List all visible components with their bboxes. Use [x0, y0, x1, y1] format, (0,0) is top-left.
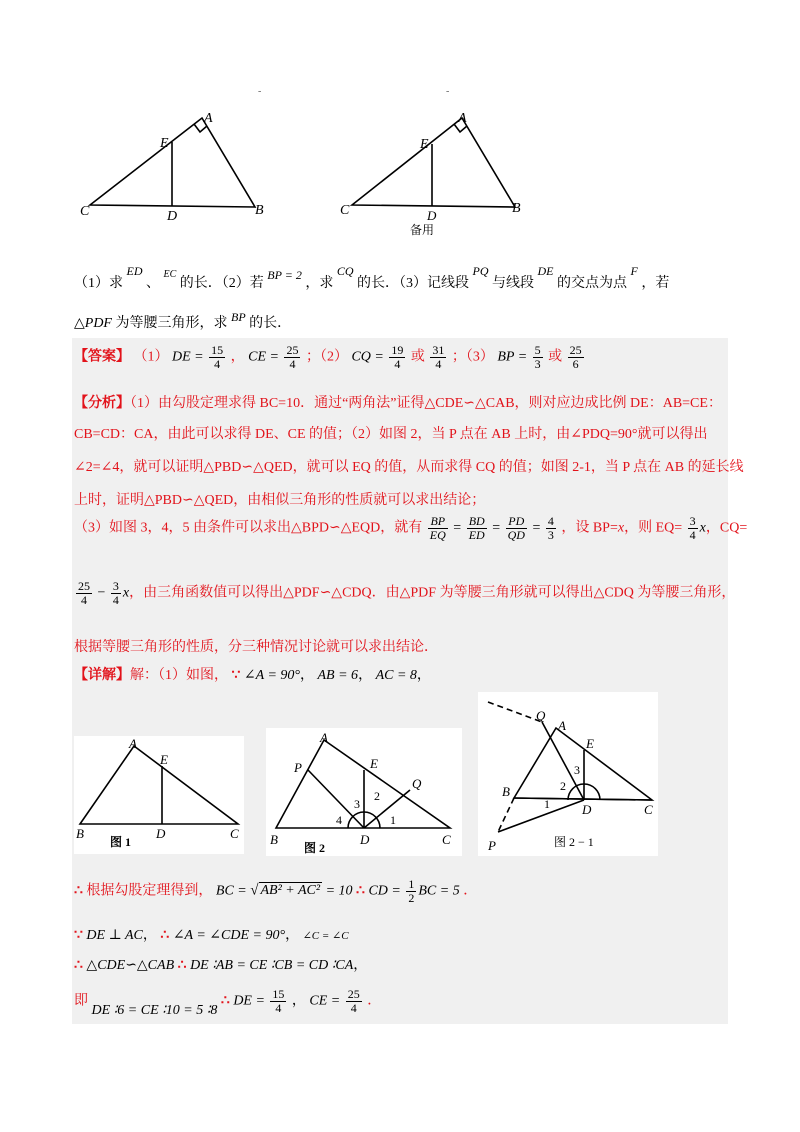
sol1-bc-val: = 10 [325, 883, 353, 899]
answer-bp1-frac: $\frac{5}{3}$ [534, 343, 541, 371]
fig3-A: A [558, 718, 566, 733]
analysis-5b: ，设 BP= [561, 520, 618, 536]
fig3-C: C [644, 802, 653, 817]
analysis-line-3: ∠2=∠4，就可以证明△PBD∽△QED，就可以 EQ 的值，从而求得 CQ 的值；如图 2-1，当 P 点在 AB 的延长线 [74, 460, 744, 475]
fig3-D: D [582, 802, 592, 817]
fig3-n3: 3 [574, 763, 580, 777]
fig2-E: E [370, 756, 378, 771]
answer-sep2: ；（2） [305, 349, 348, 365]
analysis-eq2: = [492, 520, 501, 536]
sol4-de-frac: $\frac{15}{4}$ [272, 987, 285, 1015]
question-line-1 [74, 264, 669, 292]
q-sep: 、 [146, 276, 160, 291]
figure-2 [266, 728, 462, 856]
sol1-end: ． [463, 883, 478, 899]
analysis-frac-4-3: $\frac{4}{3}$ [547, 514, 554, 542]
answer-p1: （1） [133, 349, 169, 365]
sol2-angle-c: ∠C = ∠C [302, 930, 349, 942]
answer-cq: CQ = [351, 349, 384, 365]
q-ed: ED [126, 264, 143, 278]
fig-top1-E: E [160, 136, 169, 151]
sol1-therefore: ∴ [74, 883, 83, 899]
analysis-5c: ，则 EQ= [624, 520, 683, 536]
sol3-comma: ， [353, 958, 368, 973]
q-text-7: ，若 [641, 276, 670, 291]
analysis-eq3: = [532, 520, 541, 536]
sol4-ji: 即 [74, 993, 88, 1009]
analysis-frac-3-4b: $\frac{3}{4}$ [112, 579, 119, 607]
fig-top2-A: A [458, 111, 467, 126]
sol1-text: 根据勾股定理得到， [86, 883, 213, 899]
fig-top2-E: E [420, 137, 429, 152]
analysis-frac-3-4: $\frac{3}{4}$ [689, 514, 696, 542]
fig3-Q: Q [536, 708, 546, 723]
fig3-n1: 1 [544, 797, 550, 811]
analysis-6a: ，由三角函数值可以得出△PDF∽△CDQ．由△PDF 为等腰三角形就可以得出△CDQ 为等腰三角形， [129, 585, 736, 601]
answer-bp2-frac: $\frac{25}{6}$ [569, 343, 582, 371]
fig2-C: C [442, 832, 451, 847]
fig2-P: P [294, 760, 302, 775]
sol2-because: ∵ [74, 928, 83, 943]
top-figure-1 [70, 100, 280, 225]
top-figure-2 [330, 100, 540, 240]
q-ec: EC [163, 269, 177, 280]
q-bp-eq: BP = 2 [267, 268, 302, 282]
answer-or1: 或 [410, 349, 425, 365]
detail-c1: ， [300, 668, 314, 683]
fig3-E: E [586, 736, 594, 751]
question-line-2 [74, 310, 291, 332]
fig1-B: B [76, 826, 84, 841]
fig1-C: C [230, 826, 239, 841]
q-text-8: 为等腰三角形，求 [115, 316, 228, 331]
detail-line-1 [74, 664, 431, 684]
sol4-end: ． [367, 993, 382, 1009]
sol2-de-perp-ac: DE ⊥ AC [86, 928, 143, 943]
sol1-sqrt: AB² + AC² [260, 883, 321, 899]
analysis-6x: x [122, 585, 130, 601]
analysis-frac-bd-ed: $\frac{BD}{ED}$ [468, 514, 485, 542]
sol4-ce-frac: $\frac{25}{4}$ [347, 987, 360, 1015]
sol2-comma: ， [142, 928, 157, 943]
q-text-3: ，求 [305, 276, 334, 291]
fig2-A: A [320, 730, 328, 745]
q-de: DE [537, 264, 554, 278]
fig3-n2: 2 [560, 779, 566, 793]
sqrt-icon: √ [250, 882, 259, 899]
answer-sep1: ， [230, 349, 245, 365]
sol1-bc: BC = [215, 883, 247, 899]
solution-line-3 [74, 954, 367, 974]
fig3-P: P [488, 838, 496, 853]
sol1-cd-rest: BC = 5 [418, 883, 460, 899]
fig2-caption: 图 2 [304, 841, 326, 855]
sol4-de: DE = [233, 993, 265, 1009]
fig-top1-C: C [80, 204, 90, 219]
q-text-2: 的长．（2）若 [179, 276, 264, 291]
sol3-therefore2: ∴ [177, 958, 187, 973]
figure-1 [74, 736, 244, 854]
page-mark-left: - [258, 86, 262, 97]
sol3-therefore: ∴ [74, 958, 83, 973]
fig2-D: D [360, 832, 370, 847]
fig1-E: E [160, 752, 168, 767]
fig2-B: B [270, 832, 278, 847]
fig-top2-caption: 备用 [410, 223, 435, 237]
detail-because: ∵ [231, 668, 241, 683]
detail-1a: 解：（1）如图， [130, 668, 228, 683]
answer-ce: CE = [248, 349, 279, 365]
detail-c3: ， [416, 668, 431, 683]
fig2-n2: 2 [374, 789, 380, 803]
analysis-text-1: （1）由勾股定理求得 BC=10．通过“两角法”证得△CDE∽△CAB，则对应边成比例 DE：AB=CE： [130, 396, 722, 411]
sol3-similar: △CDE∽△CAB [86, 958, 175, 973]
sol1-cd: CD = [368, 883, 401, 899]
fig1-D: D [156, 826, 166, 841]
analysis-eq1: = [453, 520, 462, 536]
fig2-Q: Q [412, 776, 422, 791]
answer-de-frac: $\frac{15}{4}$ [211, 343, 224, 371]
fig-top2-D: D [427, 208, 437, 223]
sol3-ratio: DE ∶AB = CE ∶CB = CD ∶CA [190, 958, 354, 973]
analysis-line-5 [74, 515, 747, 541]
fig1-caption: 图 1 [110, 835, 132, 849]
answer-de: DE = [172, 349, 204, 365]
analysis-line-2: CB=CD：CA，由此可以求得 DE、CE 的值；（2）如图 2，当 P 点在 AB 上时，由∠PDQ=90°就可以得出 [74, 427, 708, 442]
sol4-ce: CE = [309, 993, 341, 1009]
analysis-5d: ，CQ= [705, 520, 748, 536]
analysis-frac-25-4: $\frac{25}{4}$ [78, 579, 90, 607]
answer-analysis-panel [72, 338, 728, 686]
analysis-5x: x [617, 520, 625, 536]
fig-top1-B: B [255, 203, 264, 218]
sol2-angles: ∠A = ∠CDE = 90° [172, 928, 286, 943]
page-mark-right: - [446, 86, 450, 97]
sol4-therefore: ∴ [220, 993, 230, 1009]
sol4-ratio: DE ∶6 = CE ∶10 = 5 ∶8 [91, 1003, 218, 1019]
detail-ab: AB = 6 [317, 668, 359, 683]
analysis-line-4: 上时，证明△PBD∽△QED，由相似三角形的性质就可以求出结论； [74, 493, 486, 508]
sol2-comma2: ， [285, 928, 300, 943]
detail-ac: AC = 8 [375, 668, 417, 683]
fig1-A: A [129, 736, 137, 751]
answer-sep3: ；（3） [451, 349, 494, 365]
analysis-line-1 [74, 392, 722, 412]
fig3-B: B [502, 784, 510, 799]
fig2-n1: 1 [390, 813, 396, 827]
answer-label: 【答案】 [74, 349, 130, 365]
fig-top1-A: A [204, 111, 213, 126]
q-bp: BP [230, 310, 246, 324]
fig3-caption: 图 2 − 1 [554, 835, 594, 849]
q-text-4: 的长．（3）记线段 [357, 276, 469, 291]
analysis-5a: （3）如图 3，4，5 由条件可以求出△BPD∽△EQD，就有 [74, 520, 423, 536]
detail-label: 【详解】 [74, 668, 130, 683]
fig2-n3: 3 [354, 797, 360, 811]
q-tri-pdf: △PDF [74, 316, 112, 331]
answer-cq2-frac: $\frac{31}{4}$ [432, 343, 445, 371]
analysis-label: 【分析】 [74, 396, 130, 411]
detail-c2: ， [358, 668, 373, 683]
q-cq: CQ [336, 264, 354, 278]
analysis-5x2: x [699, 520, 706, 536]
analysis-line-6 [74, 580, 735, 606]
answer-line [74, 344, 586, 370]
answer-or2: 或 [548, 349, 563, 365]
figure-2-1 [478, 692, 658, 856]
sol1-cd-frac: $\frac{1}{2}$ [408, 877, 415, 905]
analysis-minus: − [97, 585, 106, 601]
answer-ce-frac: $\frac{25}{4}$ [286, 343, 299, 371]
analysis-frac-pd-qd: $\frac{PD}{QD}$ [507, 514, 525, 542]
sol4-sep: ， [291, 993, 306, 1009]
analysis-line-7: 根据等腰三角形的性质，分三种情况讨论就可以求出结论． [74, 640, 438, 655]
answer-bp: BP = [497, 349, 528, 365]
q-pq: PQ [472, 264, 489, 278]
fig-top2-C: C [340, 203, 350, 218]
solution-line-1 [74, 878, 477, 904]
q-text-6: 的交点为点 [557, 276, 627, 291]
sol1-therefore2: ∴ [356, 883, 365, 899]
q-text-1: （1）求 [74, 276, 123, 291]
solution-line-2 [74, 924, 349, 944]
sol2-therefore: ∴ [160, 928, 170, 943]
fig2-n4: 4 [336, 813, 342, 827]
detail-angle: ∠A = 90° [243, 668, 300, 683]
q-f: F [630, 264, 638, 278]
fig-top2-B: B [512, 201, 521, 216]
analysis-frac-bp-eq: $\frac{BP}{EQ}$ [429, 514, 446, 542]
q-text-9: 的长． [249, 316, 292, 331]
q-text-5: 与线段 [492, 276, 534, 291]
answer-cq1-frac: $\frac{19}{4}$ [391, 343, 404, 371]
fig-top1-D: D [167, 209, 178, 224]
solution-line-4 [74, 987, 382, 1019]
